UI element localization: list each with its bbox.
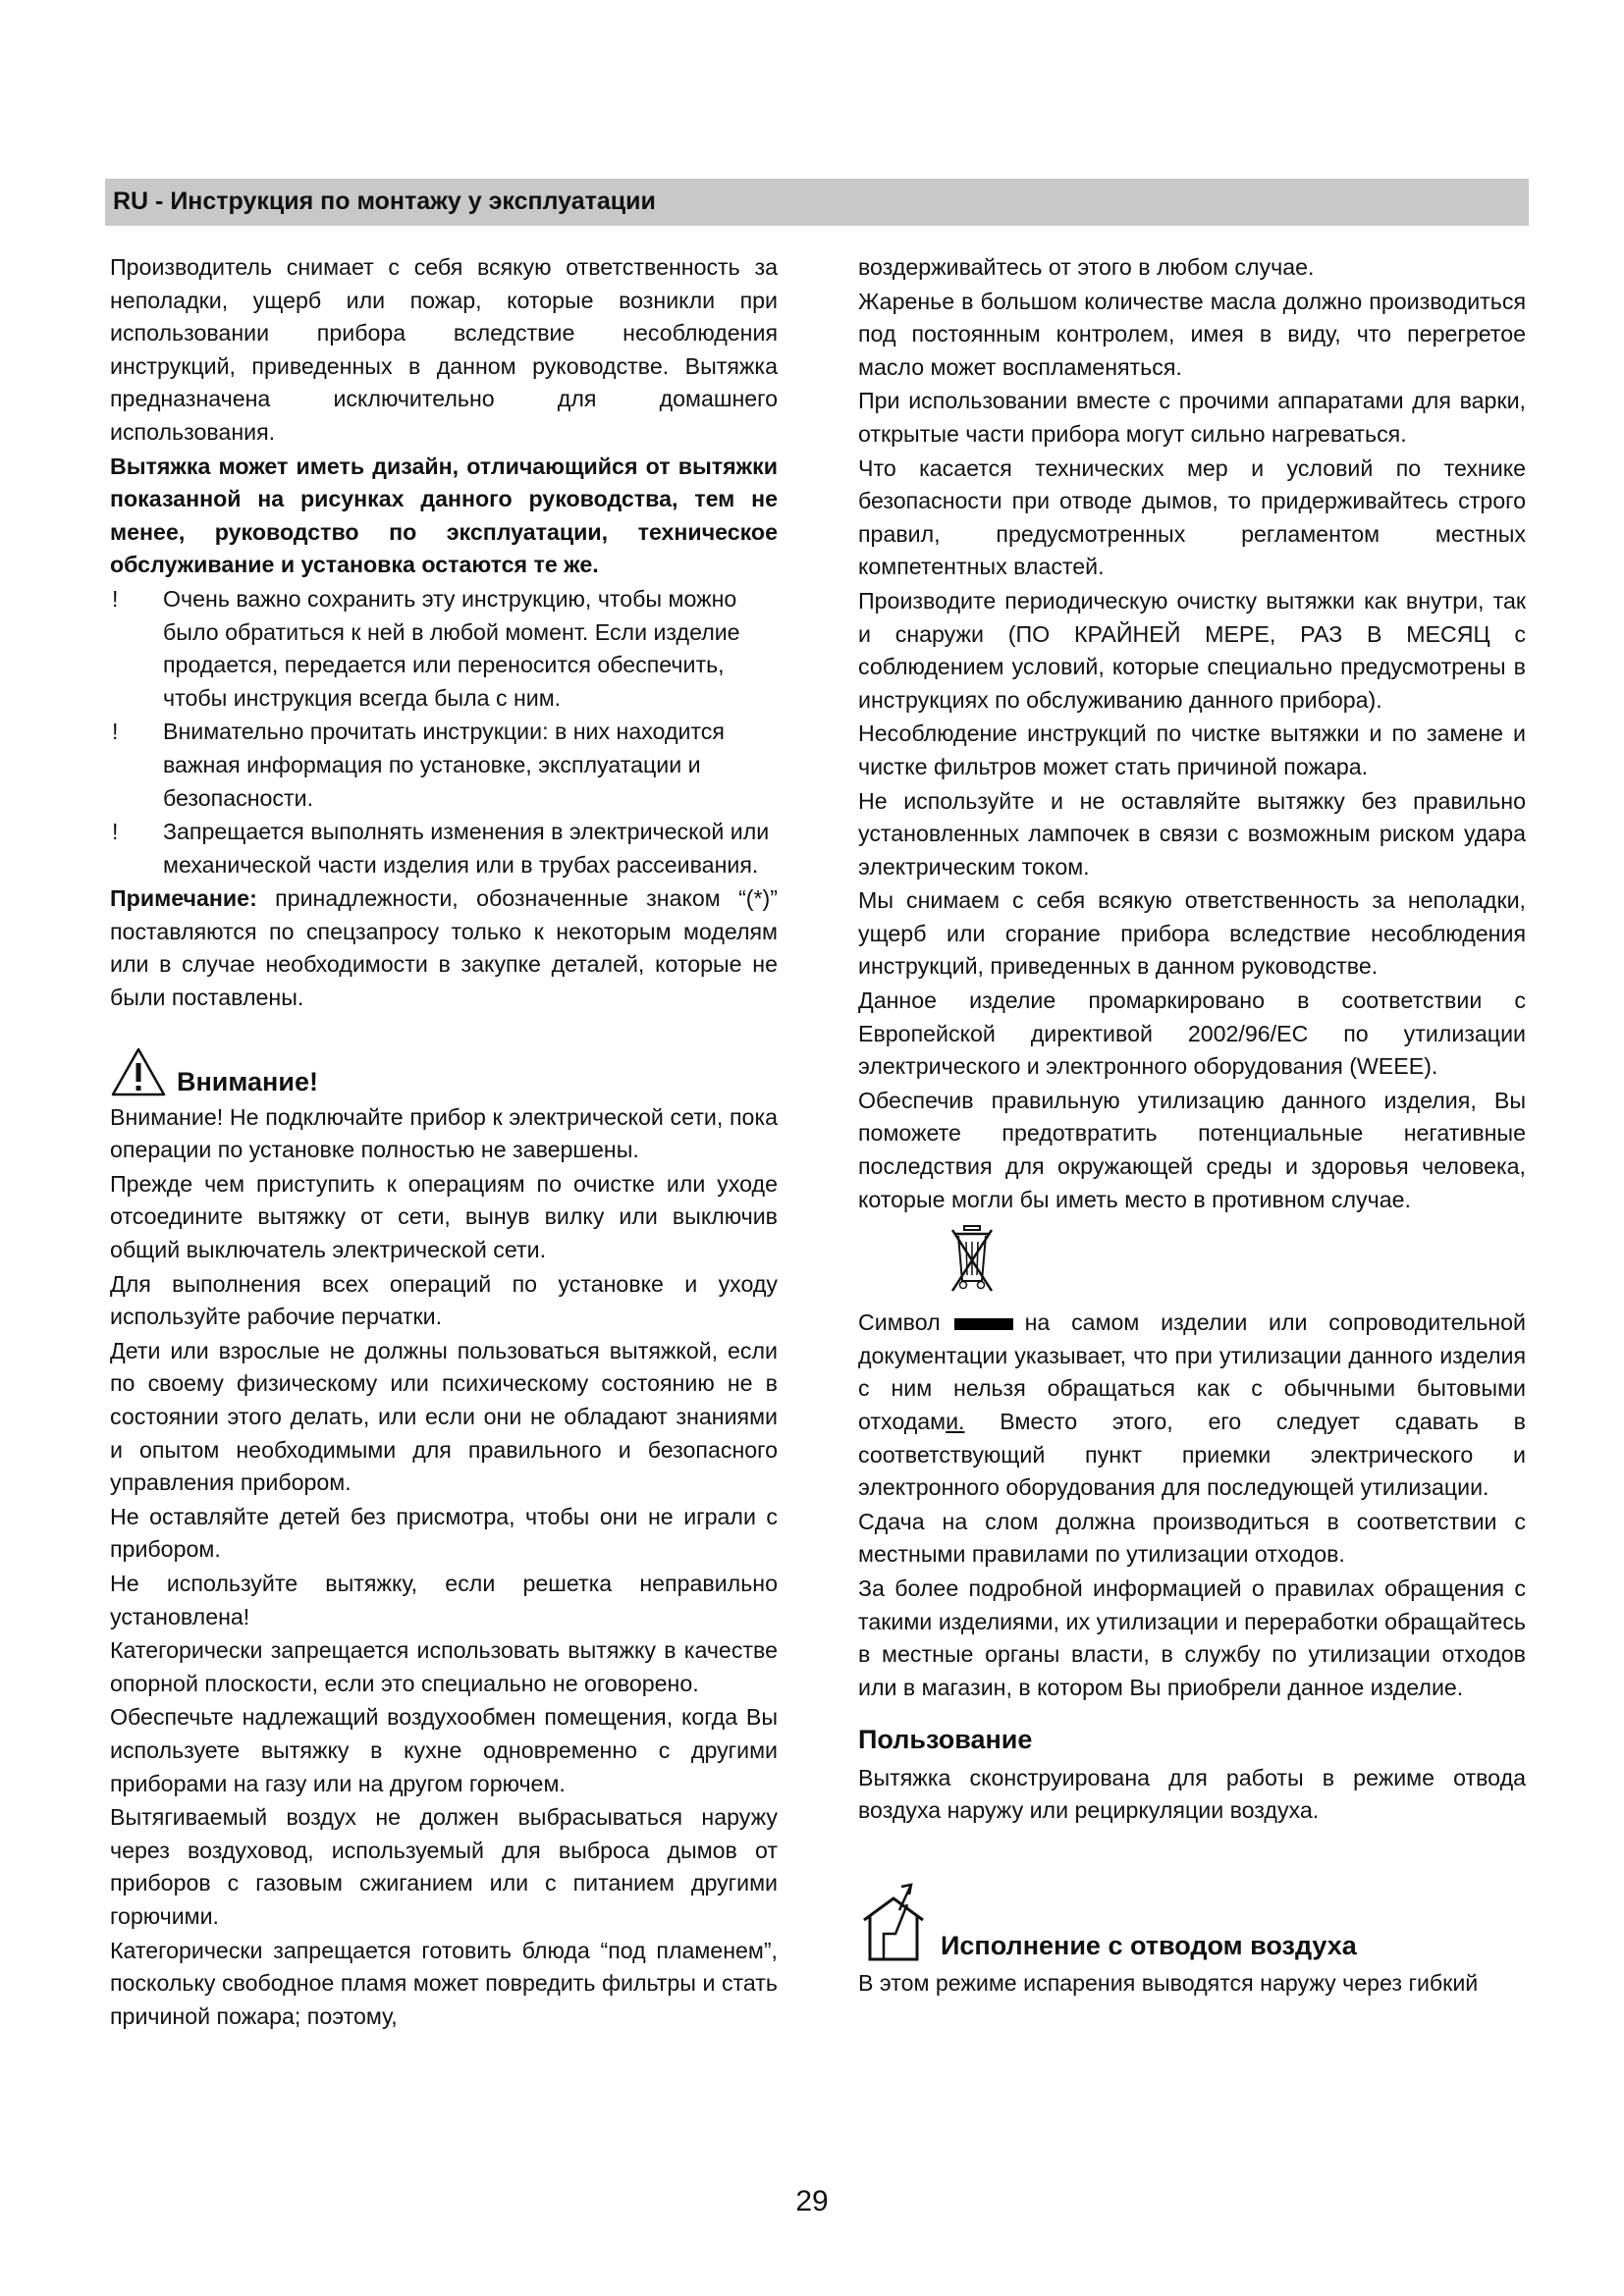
important-bullets: [110, 583, 778, 881]
right-column: [858, 251, 1526, 2002]
warning-paragraph: Категорически запрещается использовать вытяжку в качестве опорной плоскости, если это специально не оговорено.: [110, 1637, 778, 1696]
warning-title: Внимание!: [177, 1066, 318, 1096]
usage-paragraph: Вытяжка сконструирована для работы в режиме отвода воздуха наружу или рециркуляции воздуха.: [858, 1764, 1526, 1824]
safety-paragraph: Несоблюдение инструкций по чистке вытяжки и по замене и чистке фильтров может стать причиной пожара.: [858, 721, 1526, 779]
exhaust-paragraph: В этом режиме испарения выводятся наружу через гибкий: [858, 1969, 1479, 1996]
exhaust-heading: [858, 1879, 1526, 1963]
weee-symbol: [858, 1222, 1526, 1303]
design-notice: Вытяжка может иметь дизайн, отличающийся от вытяжки показанной на рисунках данного руководства, тем не менее, руководство по эксплуатации, техническое обслуживание и установка остаются те же.: [110, 453, 778, 578]
warning-paragraph: Внимание! Не подключайте прибор к электрической сети, пока операции по установке полностью не завершены.: [110, 1103, 778, 1163]
safety-paragraph: При использовании вместе с прочими аппаратами для варки, открытые части прибора могут сильно нагреваться.: [858, 388, 1526, 447]
warning-triangle-icon: [110, 1046, 167, 1097]
crossed-bin-icon: [948, 1222, 996, 1297]
page-number: 29: [795, 2185, 829, 2217]
note-paragraph: [110, 882, 778, 1014]
warning-paragraph: Не оставляйте детей без присмотра, чтобы они не играли с прибором.: [110, 1503, 778, 1563]
section-header: [105, 179, 1529, 226]
usage-heading: Пользование: [858, 1725, 1033, 1755]
warning-heading: [110, 1037, 778, 1097]
exclamation-mark: !: [112, 719, 119, 745]
warning-paragraph: Прежде чем приступить к операциям по очистке или уходе отсоедините вытяжку от сети, вынув вилку или выключив общий выключатель электрической сети.: [110, 1170, 778, 1263]
liability-paragraph: Мы снимаем с себя всякую ответственность за неполадки, ущерб или сгорание прибора вследствие несоблюдения инструкций, приведенных в данном руководстве.: [858, 887, 1526, 980]
warning-paragraph: Не используйте вытяжку, если решетка неправильно установлена!: [110, 1570, 778, 1629]
bullet-item: ! Внимательно прочитать инструкции: в них находится важная информация по установке, эксплуатации и безопасности.: [110, 716, 772, 815]
exclamation-mark: !: [112, 585, 119, 612]
note-text: принадлежности, обозначенные знаком “(*)” поставляются по спецзапросу только к некоторым моделям или в случае необходимости в закупке деталей, которые не были поставлены.: [110, 885, 778, 1011]
safety-paragraph: Производите периодическую очистку вытяжки как внутри, так и снаружи (ПО КРАЙНЕЙ МЕРЕ, РАЗ В МЕСЯЦ с соблюдением условий, которые специально предусмотрены в инструкциях по обслуживанию данного прибора).: [858, 587, 1526, 713]
warning-paragraph: Категорически запрещается готовить блюда “под пламенем”, поскольку свободное пламя может повредить фильтры и стать причиной пожара; поэтому,: [110, 1937, 778, 2029]
bullet-item: ! Очень важно сохранить эту инструкцию, чтобы можно было обратиться к ней в любой момент. Если изделие продается, передается или переносится обеспечить, чтобы инструкция всегда была с ним.: [110, 583, 772, 715]
symbol-paragraph: Символ на самом изделии или сопроводительной документации указывает, что при утилизации данного изделия с ним нельзя обращаться как с обычными бытовыми отходами. Вместо этого, его следует сдавать в соответствующий пункт приемки электрического и электронного оборудования для последующей утилизации.: [858, 1309, 1526, 1501]
disposal-paragraph: Обеспечив правильную утилизацию данного изделия, Вы поможете предотвратить потенциальные негативные последствия для окружающей среды и здоровья человека, которые могли бы иметь место в противном случае.: [858, 1087, 1526, 1212]
black-bar-icon: [954, 1318, 1013, 1330]
warning-paragraph: Дети или взрослые не должны пользоваться вытяжкой, если по своему физическому или психическому состоянию не в состоянии этого делать, или если они не обладают знаниями и опытом необходимыми для правильного и безопасного управления прибором.: [110, 1337, 778, 1496]
safety-paragraph: Что касается технических мер и условий по технике безопасности при отводе дымов, то придерживайтесь строго правил, предусмотренных регламентом местных компетентных властей.: [858, 454, 1526, 580]
safety-paragraph: Жаренье в большом количестве масла должно производиться под постоянным контролем, имея в виду, что перегретое масло может воспламеняться.: [858, 288, 1526, 380]
info-paragraph: За более подробной информацией о правилах обращения с такими изделиями, их утилизации и переработки обращайтесь в местные органы власти, в службу по утилизации отходов или в магазин, в котором Вы приобрели данное изделие.: [858, 1575, 1526, 1700]
weee-paragraph: Данное изделие промаркировано в соответствии с Европейской директивой 2002/96/EC по утилизации электрического и электронного оборудования (WEEE).: [858, 988, 1526, 1080]
note-label: Примечание:: [110, 885, 257, 912]
house-exhaust-icon: [858, 1881, 929, 1963]
safety-paragraph: Не используйте и не оставляйте вытяжку без правильно установленных лампочек в связи с возможным риском удара электрическим током.: [858, 787, 1526, 880]
bullet-item: ! Запрещается выполнять изменения в электрической или механической части изделия или в трубах рассеивания.: [110, 816, 772, 881]
intro-paragraph: Производитель снимает с себя всякую ответственность за неполадки, ущерб или пожар, которые возникли при использовании прибора вследствие несоблюдения инструкций, приведенных в данном руководстве. Вытяжка предназначена исключительно для домашнего использования.: [110, 254, 778, 445]
safety-paragraph: воздерживайтесь от этого в любом случае.: [858, 254, 1315, 280]
exclamation-mark: !: [112, 819, 119, 845]
left-column: [110, 251, 778, 2034]
section-title: RU - Инструкция по монтажу у эксплуатации: [113, 187, 656, 215]
scrap-paragraph: Сдача на слом должна производиться в соответствии с местными правилами по утилизации отходов.: [858, 1508, 1526, 1568]
exhaust-title: Исполнение с отводом воздуха: [941, 1930, 1357, 1960]
warning-paragraph: Для выполнения всех операций по установке и уходу используйте рабочие перчатки.: [110, 1270, 778, 1330]
warning-paragraph: Обеспечьте надлежащий воздухообмен помещения, когда Вы используете вытяжку в кухне одновременно с другими приборами на газу или на другом горючем.: [110, 1704, 778, 1796]
warning-paragraph: Вытягиваемый воздух не должен выбрасываться наружу через воздуховод, используемый для выброса дымов от приборов с газовым сжиганием или с питанием другими горючими.: [110, 1804, 778, 1929]
